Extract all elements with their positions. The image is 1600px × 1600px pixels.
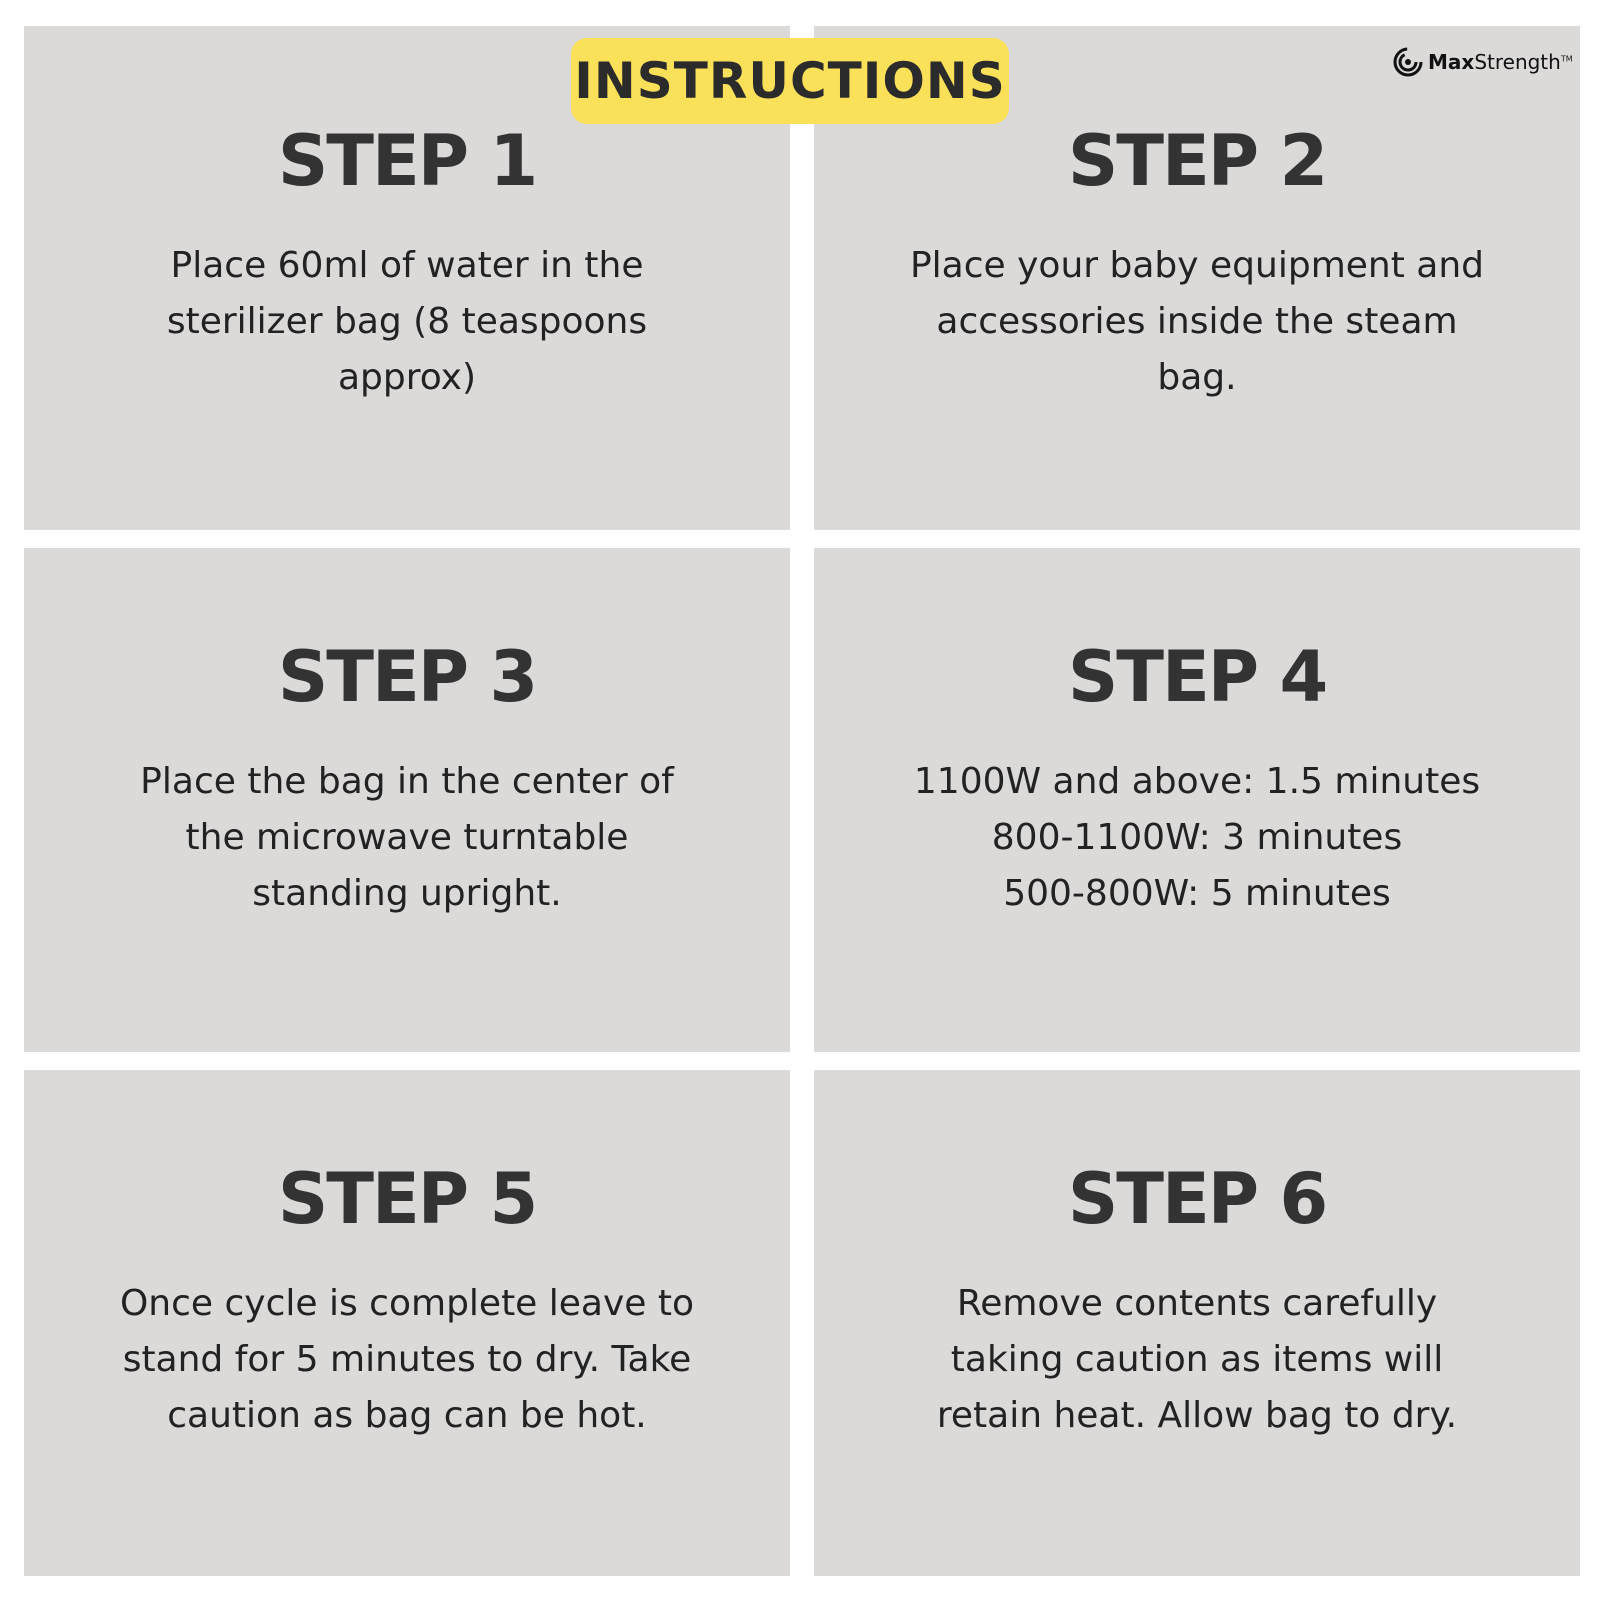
- step-1-line: Place 60ml of water in the: [170, 245, 644, 286]
- step-4-text: [864, 754, 1530, 922]
- step-2-title: STEP 2: [1067, 120, 1327, 202]
- step-6-line: Remove contents carefully: [956, 1283, 1438, 1324]
- step-1-title: STEP 1: [277, 120, 537, 202]
- step-4-title: STEP 4: [1067, 636, 1327, 718]
- step-5-line: caution as bag can be hot.: [167, 1395, 647, 1436]
- step-5-panel: [24, 1070, 790, 1576]
- brand-name-bold: Max: [1428, 50, 1475, 74]
- step-2-text: [864, 238, 1530, 406]
- step-2-line: Place your baby equipment and: [909, 245, 1485, 286]
- step-6-line: retain heat. Allow bag to dry.: [936, 1395, 1458, 1436]
- brand-name-regular: Strength: [1474, 50, 1561, 74]
- spiral-logo-icon: [1392, 46, 1424, 78]
- step-3-panel: [24, 548, 790, 1052]
- instructions-badge: INSTRUCTIONS: [571, 38, 1009, 124]
- brand-name: [1428, 50, 1573, 74]
- step-5-text: [74, 1276, 740, 1444]
- step-6-panel: [814, 1070, 1580, 1576]
- step-3-text: [74, 754, 740, 922]
- step-2-line: bag.: [1157, 357, 1237, 398]
- brand-trademark: TM: [1560, 54, 1573, 64]
- step-2-line: accessories inside the steam: [936, 301, 1458, 342]
- step-3-title: STEP 3: [277, 636, 537, 718]
- step-1-line: approx): [337, 357, 477, 398]
- step-4-line: 500-800W: 5 minutes: [1003, 873, 1391, 914]
- step-1-line: sterilizer bag (8 teaspoons: [166, 301, 648, 342]
- step-6-title: STEP 6: [1067, 1158, 1327, 1240]
- step-4-line: 1100W and above: 1.5 minutes: [913, 761, 1481, 802]
- step-6-text: [864, 1276, 1530, 1444]
- step-3-line: Place the bag in the center of: [140, 761, 674, 802]
- step-5-line: stand for 5 minutes to dry. Take: [122, 1339, 692, 1380]
- step-6-line: taking caution as items will: [950, 1339, 1444, 1380]
- step-4-panel: [814, 548, 1580, 1052]
- step-3-line: the microwave turntable: [185, 817, 629, 858]
- step-5-line: Once cycle is complete leave to: [119, 1283, 695, 1324]
- step-1-text: [74, 238, 740, 406]
- step-5-title: STEP 5: [277, 1158, 537, 1240]
- step-4-line: 800-1100W: 3 minutes: [991, 817, 1403, 858]
- step-3-line: standing upright.: [252, 873, 562, 914]
- brand-logo: [1392, 44, 1573, 80]
